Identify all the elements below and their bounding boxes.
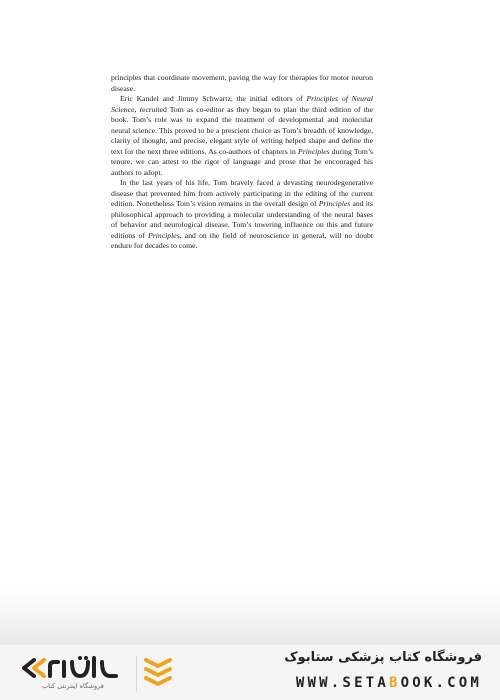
store-logo[interactable]: [20, 654, 130, 690]
paragraph-1-text: principles that coordinate movement, paving the way for therapies for motor neuron disease.: [111, 73, 373, 93]
book-short-title-italic: Principles: [298, 146, 330, 156]
paragraph-3-text-a: In the last years of his life, Tom bravely faced a devasting neurodegenerative disease that prevented him from actively participating in the editing of the current edition. Nonetheless Tom’s vision remains in the overall design of: [111, 178, 373, 208]
paragraph-2-text-b: , recruited Tom as co-editor as they began to plan the third edition of the book. Tom’s role was to expand the treatment of developmental and molecular neural science. This proved to be a prescient choice as Tom’s breadth of knowledge, clarity of thought, and precise, elegant style of writing helped shape and define the text for the next three editions. As co-authors of chapters in: [111, 104, 373, 156]
store-title: فروشگاه کتاب پزشکی ستابوک: [284, 650, 482, 665]
paragraph-3-text-b: and its philosophical approach to providing a molecular understanding of the neural bases of behavior and neurological disease. Tom’s towering influence on this and future editions of: [111, 199, 373, 240]
book-short-title-italic: Principles: [318, 199, 351, 208]
body-text: [111, 73, 373, 252]
book-title-italic: Principles of Neural Science: [111, 94, 373, 114]
paragraph-1: [111, 73, 373, 94]
store-url-link[interactable]: [296, 675, 482, 691]
paragraph-2-text-c: during Tom’s tenure, we can attest to the rigor of language and prose that he encouraged his authors to adopt.: [111, 146, 373, 177]
bottom-fade: [0, 590, 500, 645]
book-emblem-icon: [142, 654, 174, 692]
paragraph-3-text-c: , and on the field of neuroscience in general, will no doubt endure for decades to come.: [111, 230, 373, 250]
url-accent-letter: B: [388, 675, 401, 691]
logo-subtitle: فروشگاه اینترنتی کتاب: [42, 682, 104, 690]
seta-logo-icon: [20, 654, 130, 684]
book-short-title-italic: Principles: [148, 230, 180, 240]
paragraph-3: [111, 178, 373, 252]
banner-divider: [136, 656, 137, 692]
url-suffix: OOK.COM: [400, 675, 482, 691]
paragraph-2: [111, 94, 373, 178]
url-prefix: WWW.SETA: [295, 675, 389, 691]
paragraph-2-text-a: Eric Kandel and Jimmy Schwartz, the initial editors of: [120, 94, 307, 103]
